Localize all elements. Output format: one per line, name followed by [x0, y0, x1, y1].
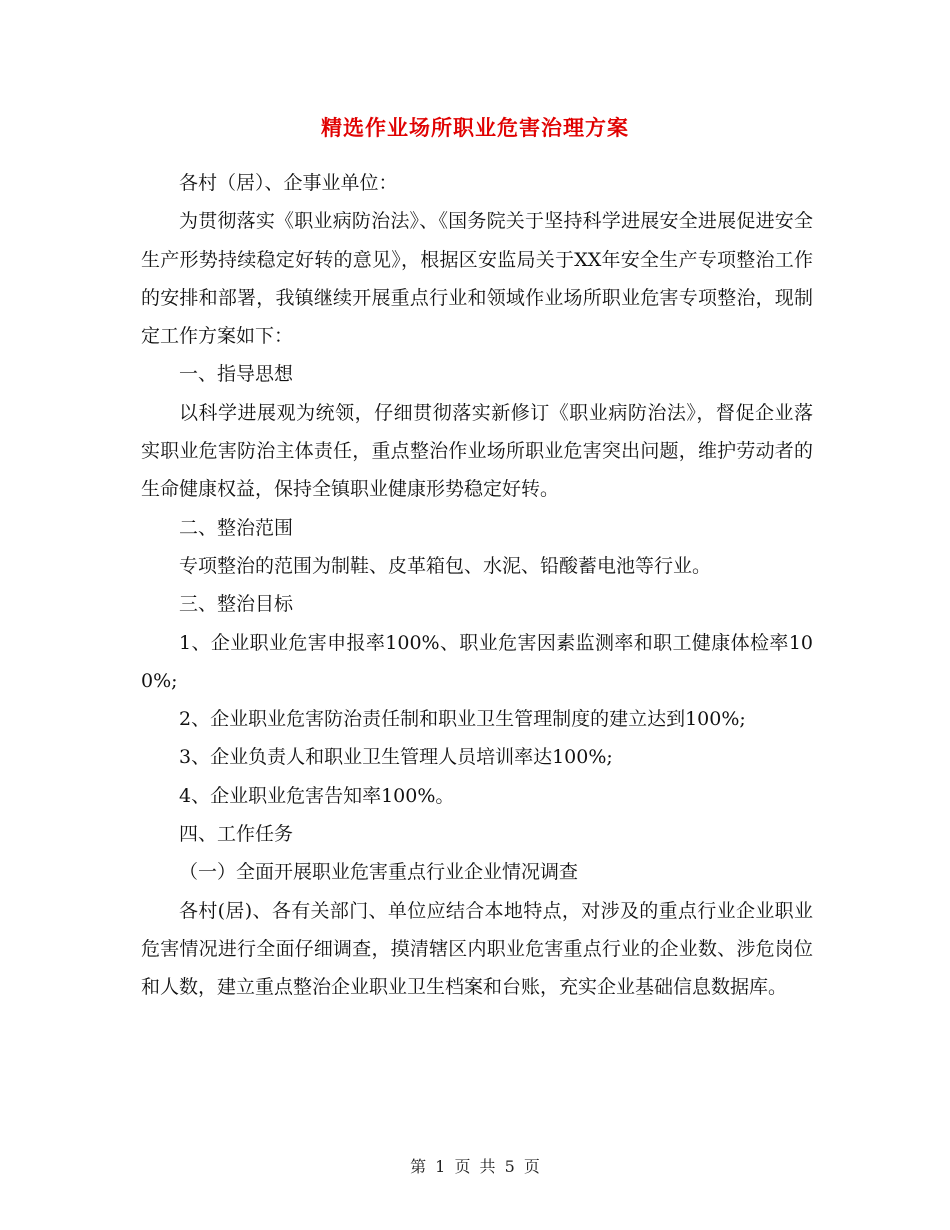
section-heading-tasks: 四、工作任务	[179, 823, 294, 846]
subsection-heading-survey: （一）全面开展职业危害重点行业企业情况调查	[179, 861, 579, 884]
scope-paragraph: 专项整治的范围为制鞋、皮革箱包、水泥、铅酸蓄电池等行业。	[179, 554, 712, 577]
section-heading-scope: 二、整治范围	[179, 516, 294, 539]
section-heading-goals: 三、整治目标	[179, 593, 294, 616]
salutation: 各村（居）、企事业单位：	[179, 172, 398, 194]
intro-paragraph: 为贯彻落实《职业病防治法》、《国务院关于坚持科学进展安全进展促进安全生产形势持续稳定好转的意见》，根据区安监局关于XX年安全生产专项整治工作的安排和部署，我镇继续开展重点行业和领域作业场所职业危害专项整治，现制定工作方案如下：	[141, 210, 813, 348]
goal-item-3: 3、企业负责人和职业卫生管理人员培训率达100%;	[179, 746, 613, 769]
document-title: 精选作业场所职业危害治理方案	[321, 115, 629, 140]
document-body	[141, 164, 813, 1007]
page-number-footer: 第 1 页 共 5 页	[410, 1157, 540, 1176]
guiding-ideology-paragraph: 以科学进展观为统领，仔细贯彻落实新修订《职业病防治法》，督促企业落实职业危害防治主体责任，重点整治作业场所职业危害突出问题，维护劳动者的生命健康权益，保持全镇职业健康形势稳定好转。	[141, 401, 813, 501]
goal-item-1: 1、企业职业危害申报率100%、职业危害因素监测率和职工健康体检率100%;	[141, 631, 813, 692]
survey-paragraph: 各村(居)、各有关部门、单位应结合本地特点，对涉及的重点行业企业职业危害情况进行全面仔细调查，摸清辖区内职业危害重点行业的企业数、涉危岗位和人数，建立重点整治企业职业卫生档案和台账，充实企业基础信息数据库。	[141, 899, 813, 999]
goal-item-4: 4、企业职业危害告知率100%。	[179, 784, 455, 807]
goal-item-2: 2、企业职业危害防治责任制和职业卫生管理制度的建立达到100%;	[179, 708, 746, 731]
section-heading-guiding-ideology: 一、指导思想	[179, 363, 294, 386]
